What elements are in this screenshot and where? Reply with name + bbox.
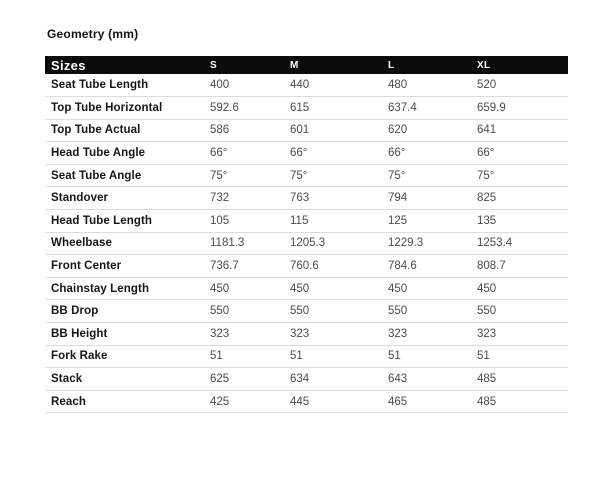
table-row xyxy=(45,345,568,368)
row-label: Top Tube Actual xyxy=(51,124,141,137)
cell-value: 75° xyxy=(290,169,308,182)
cell-value: 1181.3 xyxy=(210,237,245,250)
cell-value: 51 xyxy=(290,350,303,363)
row-label: Front Center xyxy=(51,260,122,273)
geometry-table xyxy=(45,56,568,413)
cell-value: 450 xyxy=(388,282,408,295)
column-header-l: L xyxy=(388,59,395,71)
cell-value: 105 xyxy=(210,214,230,227)
row-label: Wheelbase xyxy=(51,237,112,250)
cell-value: 550 xyxy=(388,305,408,318)
cell-value: 601 xyxy=(290,124,310,137)
cell-value: 323 xyxy=(210,327,230,340)
cell-value: 450 xyxy=(210,282,230,295)
cell-value: 66° xyxy=(388,147,406,160)
cell-value: 825 xyxy=(477,192,497,205)
cell-value: 450 xyxy=(477,282,497,295)
cell-value: 586 xyxy=(210,124,230,137)
row-label: Head Tube Length xyxy=(51,214,153,227)
cell-value: 643 xyxy=(388,373,408,386)
table-body xyxy=(45,74,568,413)
table-header-row xyxy=(45,56,568,74)
table-row xyxy=(45,187,568,210)
cell-value: 51 xyxy=(388,350,401,363)
cell-value: 808.7 xyxy=(477,260,506,273)
cell-value: 75° xyxy=(388,169,406,182)
table-row xyxy=(45,142,568,165)
cell-value: 794 xyxy=(388,192,408,205)
cell-value: 520 xyxy=(477,79,497,92)
table-row xyxy=(45,97,568,120)
cell-value: 763 xyxy=(290,192,310,205)
cell-value: 480 xyxy=(388,79,408,92)
cell-value: 1205.3 xyxy=(290,237,326,250)
cell-value: 620 xyxy=(388,124,408,137)
cell-value: 641 xyxy=(477,124,497,137)
cell-value: 450 xyxy=(290,282,310,295)
cell-value: 323 xyxy=(477,327,497,340)
cell-value: 784.6 xyxy=(388,260,417,273)
cell-value: 659.9 xyxy=(477,101,506,114)
cell-value: 1229.3 xyxy=(388,237,424,250)
table-row xyxy=(45,119,568,142)
cell-value: 66° xyxy=(210,147,228,160)
cell-value: 615 xyxy=(290,101,310,114)
table-row xyxy=(45,300,568,323)
table-row xyxy=(45,232,568,255)
cell-value: 550 xyxy=(210,305,230,318)
cell-value: 400 xyxy=(210,79,230,92)
cell-value: 323 xyxy=(388,327,408,340)
column-header-xl: XL xyxy=(477,59,491,71)
column-header-m: M xyxy=(290,59,299,71)
cell-value: 125 xyxy=(388,214,408,227)
column-header-sizes: Sizes xyxy=(51,57,86,73)
table-row xyxy=(45,323,568,346)
cell-value: 66° xyxy=(290,147,308,160)
row-label: Head Tube Angle xyxy=(51,147,146,160)
cell-value: 75° xyxy=(477,169,495,182)
table-row xyxy=(45,277,568,300)
cell-value: 425 xyxy=(210,395,230,408)
cell-value: 625 xyxy=(210,373,230,386)
column-header-s: S xyxy=(210,59,217,71)
cell-value: 75° xyxy=(210,169,228,182)
cell-value: 135 xyxy=(477,214,497,227)
cell-value: 440 xyxy=(290,79,310,92)
table-row xyxy=(45,74,568,97)
cell-value: 66° xyxy=(477,147,495,160)
row-label: Top Tube Horizontal xyxy=(51,101,163,114)
cell-value: 637.4 xyxy=(388,101,417,114)
cell-value: 323 xyxy=(290,327,310,340)
cell-value: 732 xyxy=(210,192,230,205)
cell-value: 115 xyxy=(290,214,309,227)
cell-value: 634 xyxy=(290,373,310,386)
cell-value: 550 xyxy=(290,305,310,318)
row-label: Reach xyxy=(51,395,87,408)
row-label: Seat Tube Angle xyxy=(51,169,142,182)
cell-value: 51 xyxy=(210,350,223,363)
cell-value: 465 xyxy=(388,395,408,408)
row-label: Fork Rake xyxy=(51,350,108,363)
table-row xyxy=(45,255,568,278)
row-label: Standover xyxy=(51,192,109,205)
cell-value: 592.6 xyxy=(210,101,239,114)
table-row xyxy=(45,390,568,413)
page-title: Geometry (mm) xyxy=(47,27,139,41)
row-label: BB Height xyxy=(51,327,108,340)
table-row xyxy=(45,368,568,391)
row-label: BB Drop xyxy=(51,305,99,318)
cell-value: 51 xyxy=(477,350,490,363)
cell-value: 485 xyxy=(477,373,497,386)
cell-value: 550 xyxy=(477,305,497,318)
row-label: Seat Tube Length xyxy=(51,79,149,92)
row-label: Chainstay Length xyxy=(51,282,150,295)
table-row xyxy=(45,164,568,187)
cell-value: 485 xyxy=(477,395,497,408)
cell-value: 760.6 xyxy=(290,260,319,273)
cell-value: 736.7 xyxy=(210,260,239,273)
cell-value: 1253.4 xyxy=(477,237,513,250)
row-label: Stack xyxy=(51,373,83,386)
table-row xyxy=(45,210,568,233)
cell-value: 445 xyxy=(290,395,310,408)
